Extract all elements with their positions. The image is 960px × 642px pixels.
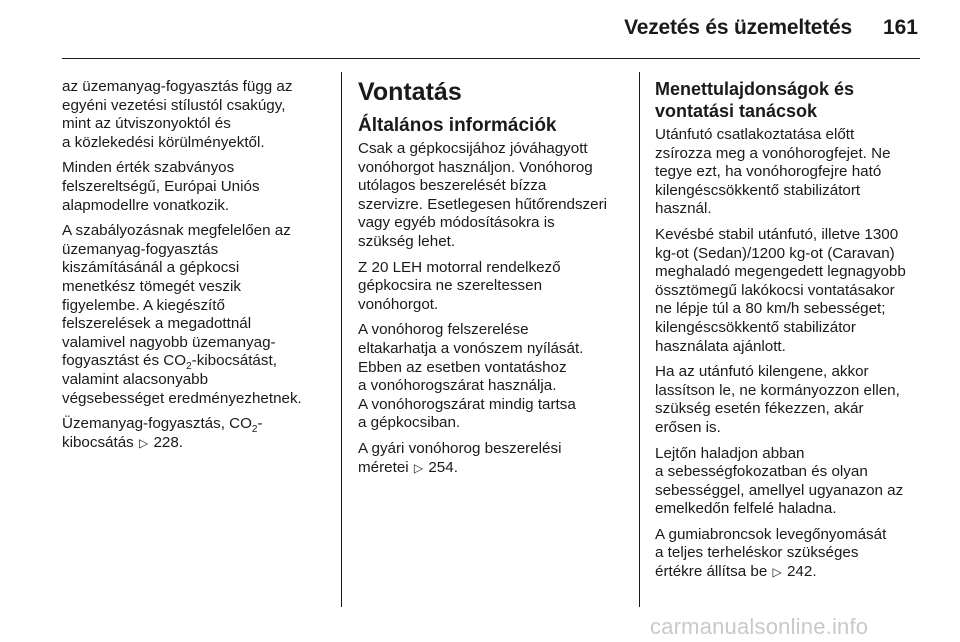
text-line: egyéni vezetési stílustól csakúgy, (62, 96, 286, 114)
text-line: valamivel nagyobb üzemanyag- (62, 333, 276, 351)
page-reference-arrow-icon: ▷ (772, 565, 782, 580)
subscript: 2 (251, 424, 258, 436)
paragraph-engine-note (358, 259, 634, 315)
text-fragment: -kibocsátást, (191, 352, 277, 370)
text-line: a sebességfokozatban és olyan (655, 463, 868, 481)
text-fragment: Üzemanyag-fogyasztás, CO (62, 415, 252, 433)
paragraph-greasing (655, 126, 923, 219)
text-line: figyelembe. A kiegészítő (62, 296, 225, 314)
column-middle (358, 78, 634, 484)
column-divider-left (341, 72, 342, 607)
text-line: valamint alacsonyabb (62, 370, 209, 388)
text-line: kiszámításánál a gépkocsi (62, 259, 240, 277)
text-line-co2 (62, 352, 337, 371)
text-line: sebességgel, amellyel ugyanazon az (655, 481, 904, 499)
column-left (62, 78, 337, 459)
paragraph-towbar-approval (358, 140, 634, 252)
text-line: szükség esetén fékezzen, akár (655, 400, 864, 418)
text-line: erősen is. (655, 418, 721, 436)
text-fragment: fogyasztást és CO (62, 352, 187, 370)
text-fragment: értékre állítsa be (655, 563, 768, 581)
paragraph-downhill (655, 445, 923, 519)
text-line: lassítson le, ne kormányozzon ellen, (655, 381, 900, 399)
text-line: vonóhorgot. (358, 295, 439, 313)
text-line: felszereltségű, Európai Uniós (62, 177, 260, 195)
paragraph-speed-limit (655, 226, 923, 356)
text-line: ne lépje túl a 80 km/h sebességet; (655, 300, 886, 318)
page-reference-arrow-icon: ▷ (139, 435, 149, 450)
text-line (62, 434, 337, 453)
text-line (358, 459, 634, 478)
page-reference-link[interactable]: 242. (786, 563, 817, 581)
text-line: használ. (655, 200, 712, 218)
text-line: kilengéscsökkentő stabilizátort (655, 181, 861, 199)
paragraph-sway (655, 363, 923, 437)
text-fragment: méretei (358, 458, 409, 476)
page-reference-arrow-icon: ▷ (413, 460, 424, 475)
text-line: a gépkocsiban. (358, 414, 461, 432)
paragraph-tyre-pressure (655, 526, 923, 582)
text-line: szükség lehet. (358, 232, 456, 250)
text-line: a közlekedési körülményektől. (62, 133, 265, 151)
text-line: végsebességet eredményezhetnek. (62, 389, 302, 407)
paragraph-towing-eye (358, 321, 634, 433)
text-line: Ebben az esetben vontatáshoz (358, 358, 567, 376)
text-line: használata ajánlott. (655, 337, 786, 355)
text-line: A vonóhorogszárat mindig tartsa (358, 395, 576, 413)
page-number: 161 (882, 16, 918, 39)
text-line: üzemanyag-fogyasztás (62, 240, 219, 258)
text-line-co2 (62, 415, 337, 434)
text-line: A gumiabroncsok levegőnyomását (655, 525, 887, 543)
text-line: eltakarhatja a vonószem nyílását. (358, 339, 584, 357)
column-right (655, 78, 923, 589)
text-line: Lejtőn haladjon abban (655, 444, 805, 462)
text-line: össztömegű lakókocsi vontatásakor (655, 281, 895, 299)
text-line: Ha az utánfutó kilengene, akkor (655, 363, 869, 381)
column-divider-right (639, 72, 640, 607)
heading-line: Menettulajdonságok és (655, 79, 855, 99)
text-line: a vonóhorogszárat használja. (358, 377, 557, 395)
text-fragment: - (257, 415, 263, 433)
text-line: felszerelések a megadottnál (62, 315, 252, 333)
paragraph-standard-values (62, 159, 337, 215)
paragraph-regulation (62, 222, 337, 408)
text-line: kg-ot (Sedan)/1200 kg-ot (Caravan) (655, 244, 895, 262)
subscript: 2 (186, 361, 192, 373)
section-heading: Vontatás (358, 78, 462, 106)
text-fragment: kibocsátás (62, 433, 134, 451)
text-line: vonóhorgot használjon. Vonóhorog (358, 158, 593, 176)
text-line: Csak a gépkocsijához jóváhagyott (358, 140, 588, 157)
paragraph-consumption-intro (62, 78, 337, 152)
text-line: tegye ezt, ha vonóhorogfejre ható (655, 163, 882, 181)
watermark: carmanualsonline.info (650, 614, 869, 639)
page-reference-link[interactable]: 228. (153, 433, 184, 451)
text-line: vagy egyéb módosításokra is (358, 214, 555, 232)
text-line: emelkedőn felfelé haladna. (655, 500, 837, 518)
text-line: szervizre. Esetlegesen hűtőrendszeri (358, 195, 608, 213)
text-line: Utánfutó csatlakoztatása előtt (655, 126, 855, 143)
text-line: alapmodellre vonatkozik. (62, 196, 230, 214)
text-line: mint az útviszonyoktól és (62, 115, 231, 133)
header-rule (62, 58, 920, 59)
text-line: meghaladó megengedett legnagyobb (655, 263, 906, 281)
paragraph-mounting-dimensions (358, 440, 634, 477)
heading-line: vontatási tanácsok (655, 101, 818, 121)
text-line: a teljes terheléskor szükséges (655, 544, 859, 562)
text-line (655, 563, 923, 582)
page-reference-link[interactable]: 254. (428, 458, 458, 476)
paragraph-consumption-ref (62, 415, 337, 452)
subsection-heading: Általános információk (358, 115, 557, 136)
text-line: menetkész tömegét veszik (62, 277, 241, 295)
section-heading (655, 78, 923, 122)
text-line: A vonóhorog felszerelése (358, 321, 529, 339)
text-line: A szabályozásnak megfelelően az (62, 222, 291, 240)
text-line: gépkocsira ne szereltessen (358, 277, 543, 295)
text-line: Kevésbé stabil utánfutó, illetve 1300 (655, 225, 899, 243)
text-line: utólagos beszerelését bízza (358, 177, 547, 195)
text-line: zsírozza meg a vonóhorogfejet. Ne (655, 144, 891, 162)
text-line: Z 20 LEH motorral rendelkező (358, 258, 561, 276)
page-header-title: Vezetés és üzemeltetés (624, 16, 852, 39)
text-line: A gyári vonóhorog beszerelési (358, 439, 562, 457)
text-line: az üzemanyag-fogyasztás függ az (62, 78, 293, 95)
text-line: Minden érték szabványos (62, 159, 235, 177)
text-line: kilengéscsökkentő stabilizátor (655, 318, 856, 336)
